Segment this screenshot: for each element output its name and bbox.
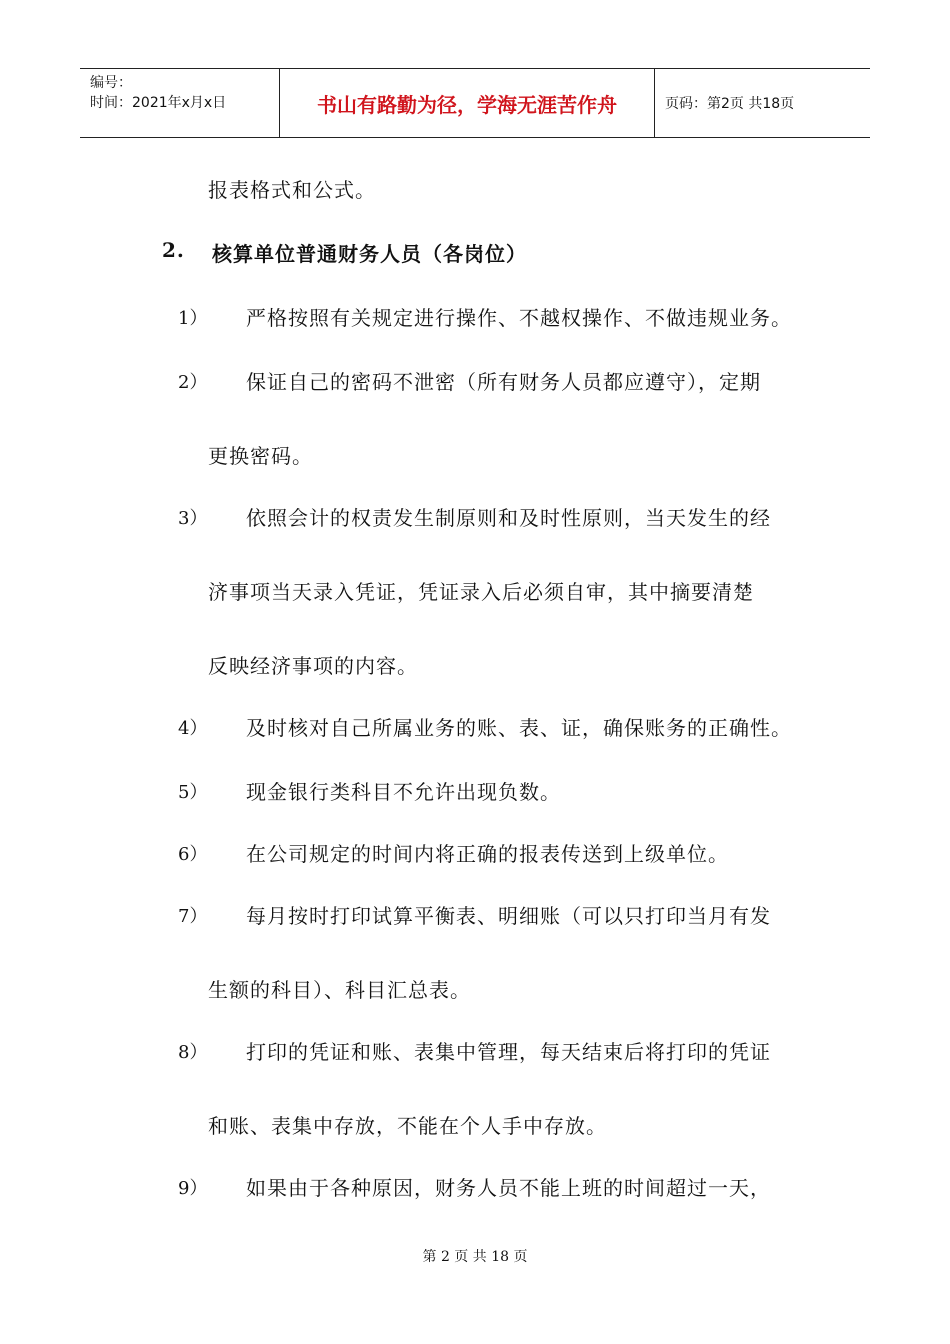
item-number: 2） [178,372,208,393]
item-number: 8） [178,1042,208,1063]
item-text-line: 和账、表集中存放，不能在个人手中存放。 [208,1114,607,1138]
header-motto: 书山有路勤为径，学海无涯苦作舟 [280,69,655,137]
item-text-line: 保证自己的密码不泄密（所有财务人员都应遵守），定期 [246,370,761,394]
item-text-line: 在公司规定的时间内将正确的报表传送到上级单位。 [246,842,729,866]
item-number: 6） [178,844,208,865]
item-text-line: 更换密码。 [208,444,313,468]
item-number: 3） [178,508,208,529]
item-text-line: 生额的科目）、科目汇总表。 [208,978,471,1002]
item-text-line: 每月按时打印试算平衡表、明细账（可以只打印当月有发 [246,904,771,928]
continued-line: 报表格式和公式。 [208,178,376,202]
item-text-line: 反映经济事项的内容。 [208,654,418,678]
time-label: 时间：2021年x月x日 [90,95,227,111]
item-text-line: 济事项当天录入凭证，凭证录入后必须自审，其中摘要清楚 [208,580,754,604]
item-number: 4） [178,718,208,739]
page-header [80,68,870,138]
header-page-info: 页码：第2页 共18页 [665,96,795,112]
page-footer: 第 2 页 共 18 页 [422,1249,528,1265]
number-label: 编号： [90,75,132,91]
item-text-line: 打印的凭证和账、表集中管理，每天结束后将打印的凭证 [246,1040,771,1064]
item-text-line: 及时核对自己所属业务的账、表、证，确保账务的正确性。 [246,716,792,740]
header-meta [80,69,280,137]
item-text-line: 如果由于各种原因，财务人员不能上班的时间超过一天， [246,1176,771,1200]
item-number: 7） [178,906,208,927]
item-number: 1） [178,308,208,329]
item-number: 9） [178,1178,208,1199]
item-text-line: 依照会计的权责发生制原则和及时性原则，当天发生的经 [246,506,771,530]
section-heading: 核算单位普通财务人员（各岗位） [212,242,527,266]
item-number: 5） [178,782,208,803]
section-heading-number: 2. [162,238,185,262]
item-text-line: 严格按照有关规定进行操作、不越权操作、不做违规业务。 [246,306,792,330]
item-text-line: 现金银行类科目不允许出现负数。 [246,780,561,804]
